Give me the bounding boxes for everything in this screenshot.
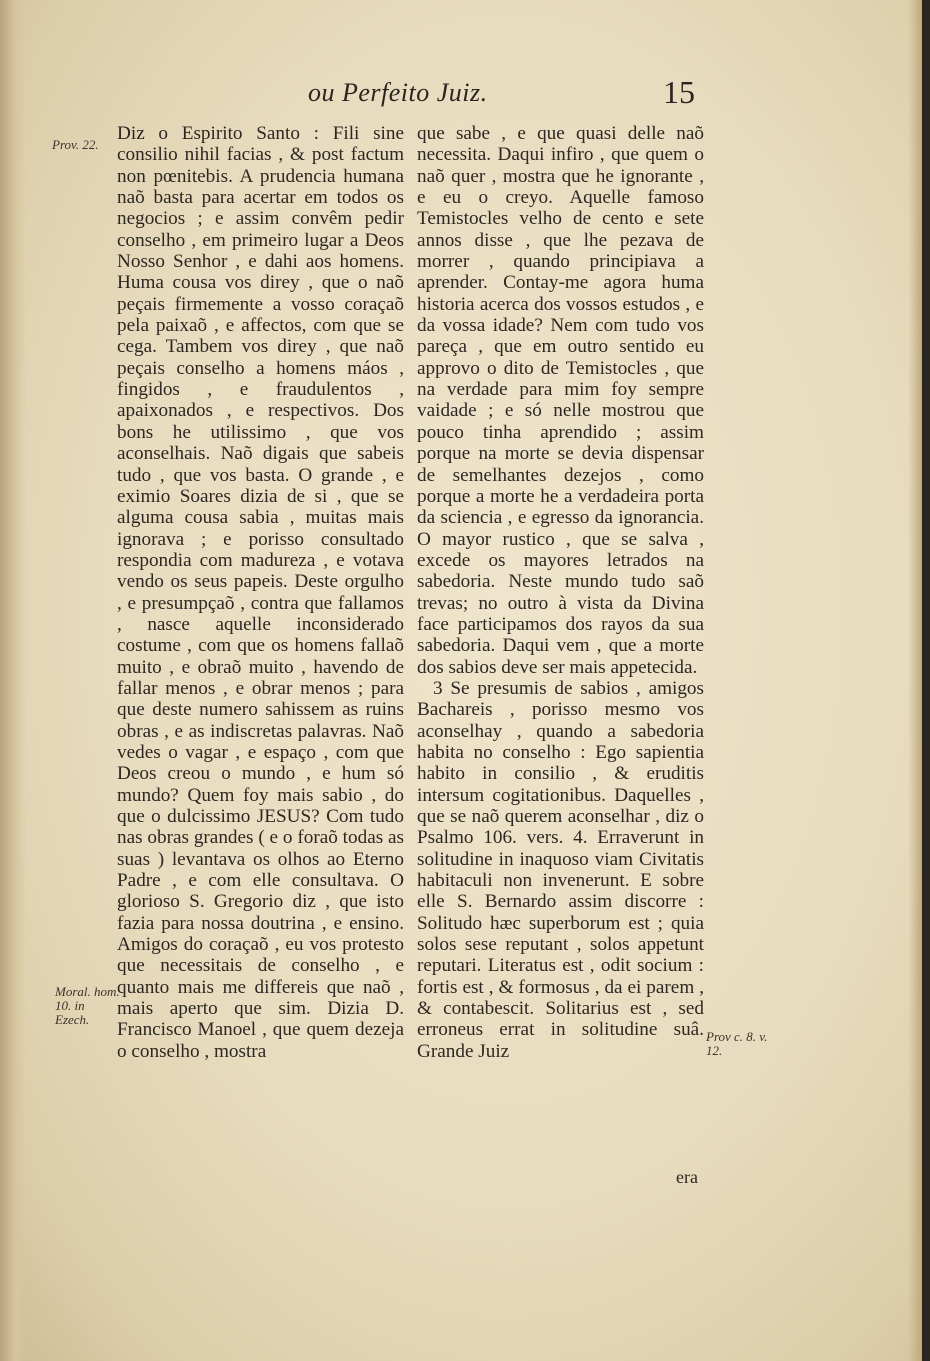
margin-note-moral: Moral. hom. 10. in Ezech. <box>55 984 120 1027</box>
left-column <box>117 123 404 1062</box>
running-title: ou Perfeito Juiz. <box>308 78 488 107</box>
margin-note-prov-c8: Prov c. 8. v. 12. <box>706 1029 768 1058</box>
page-gutter <box>0 0 26 1361</box>
right-column-paragraph-2: 3 Se presumis de sabios , amigos Bachareis , porisso mesmo vos aconselhay , quando a sabedoria habita no conselho : Ego sapientia habito in consilio , & eruditis intersum cogitationibus. Daquelles , que se naõ querem aconselhar , diz o Psalmo 106. vers. 4. Erraverunt in solitudine in inaquoso viam Civitatis habitaculi non invenerunt. E sobre elle S. Bernardo assim discorre : Solitudo hæc superborum est ; quia solos sese reputant , solos appetunt reputari. Literatus est , odit socium : fortis est , & formosus , da ei parem , & contabescit. Solitarius est , sed erroneus errat in solitudine suâ. Grande Juiz <box>417 677 704 1062</box>
right-column-paragraph-1: que sabe , e que quasi delle naõ necessita. Daqui infiro , que quem o naõ quer , mostra que he ignorante , e eu o creyo. Aquelle famoso Temistocles velho de cento e sete annos disse , que lhe pezava de morrer , quando principiava a aprender. Contay-me agora huma historia acerca dos vossos estudos , e da vossa idade? Nem com tudo vos pareça , que em outro sentido eu approvo o dito de Temistocles , que na verdade para mim foy sempre vaidade ; e só nelle mostrou que pouco tinha aprendido ; assim porque na morte se devia dispensar de semelhantes dezejos , como porque a morte he a verdadeira porta da sciencia , e egresso da ignorancia. O mayor rustico , que se salva , excede os mayores letrados na sabedoria. Neste mundo tudo saõ trevas; no outro à vista da Divina face participamos dos rayos da sua sabedoria. Daqui vem , que a morte dos sabios deve ser mais appetecida. <box>417 123 704 678</box>
page-header <box>0 74 922 118</box>
right-column <box>417 123 704 1062</box>
page-edge <box>908 0 922 1361</box>
page-number: 15 <box>663 74 695 110</box>
margin-note-prov-22: Prov. 22. <box>52 137 99 152</box>
left-column-text: Diz o Espirito Santo : Fili sine consilio nihil facias , & post factum non pœnitebis. A prudencia humana naõ basta para acertar em todos os negocios ; e assim convêm pedir conselho , em primeiro lugar a Deos Nosso Senhor , e dahi aos homens. Huma cousa vos direy , que o naõ peçais firmemente a vosso coraçaõ pela paixaõ , e affectos, com que se cega. Tambem vos direy , que naõ peçais conselho a homens máos , fingidos , e fraudulentos , apaixonados , e respectivos. Dos bons he utilissimo , que vos aconselhais. Naõ digais que sabeis tudo , que vos basta. O grande , e eximio Soares dizia de si , que se alguma cousa sabia , muitas mais ignorava ; e porisso consultado respondia com madureza , e votava vendo os seus papeis. Deste orgulho , e presumpçaõ , contra que fallamos , nasce aquelle inconsiderado costume , com que os homens fallaõ muito , e obraõ muito , havendo de fallar menos , e obrar menos ; para que deste numero sahissem as ruins obras , e as indiscretas palavras. Naõ vedes o vagar , e espaço , com que Deos creou o mundo , e hum só mundo? Quem foy mais sabio , do que o dulcissimo JESUS? Com tudo nas obras grandes ( e o foraõ todas as suas ) levantava os olhos ao Eterno Padre , e com elle consultava. O glorioso S. Gregorio diz , que isto fazia para nossa doutrina , e ensino. Amigos do coraçaõ , eu vos protesto que necessitais de conselho , e quanto mais me differeis que naõ , mais aperto que sim. Dizia D. Francisco Manoel , que quem dezeja o conselho , mostra <box>117 123 404 1062</box>
catchword: era <box>676 1167 698 1187</box>
